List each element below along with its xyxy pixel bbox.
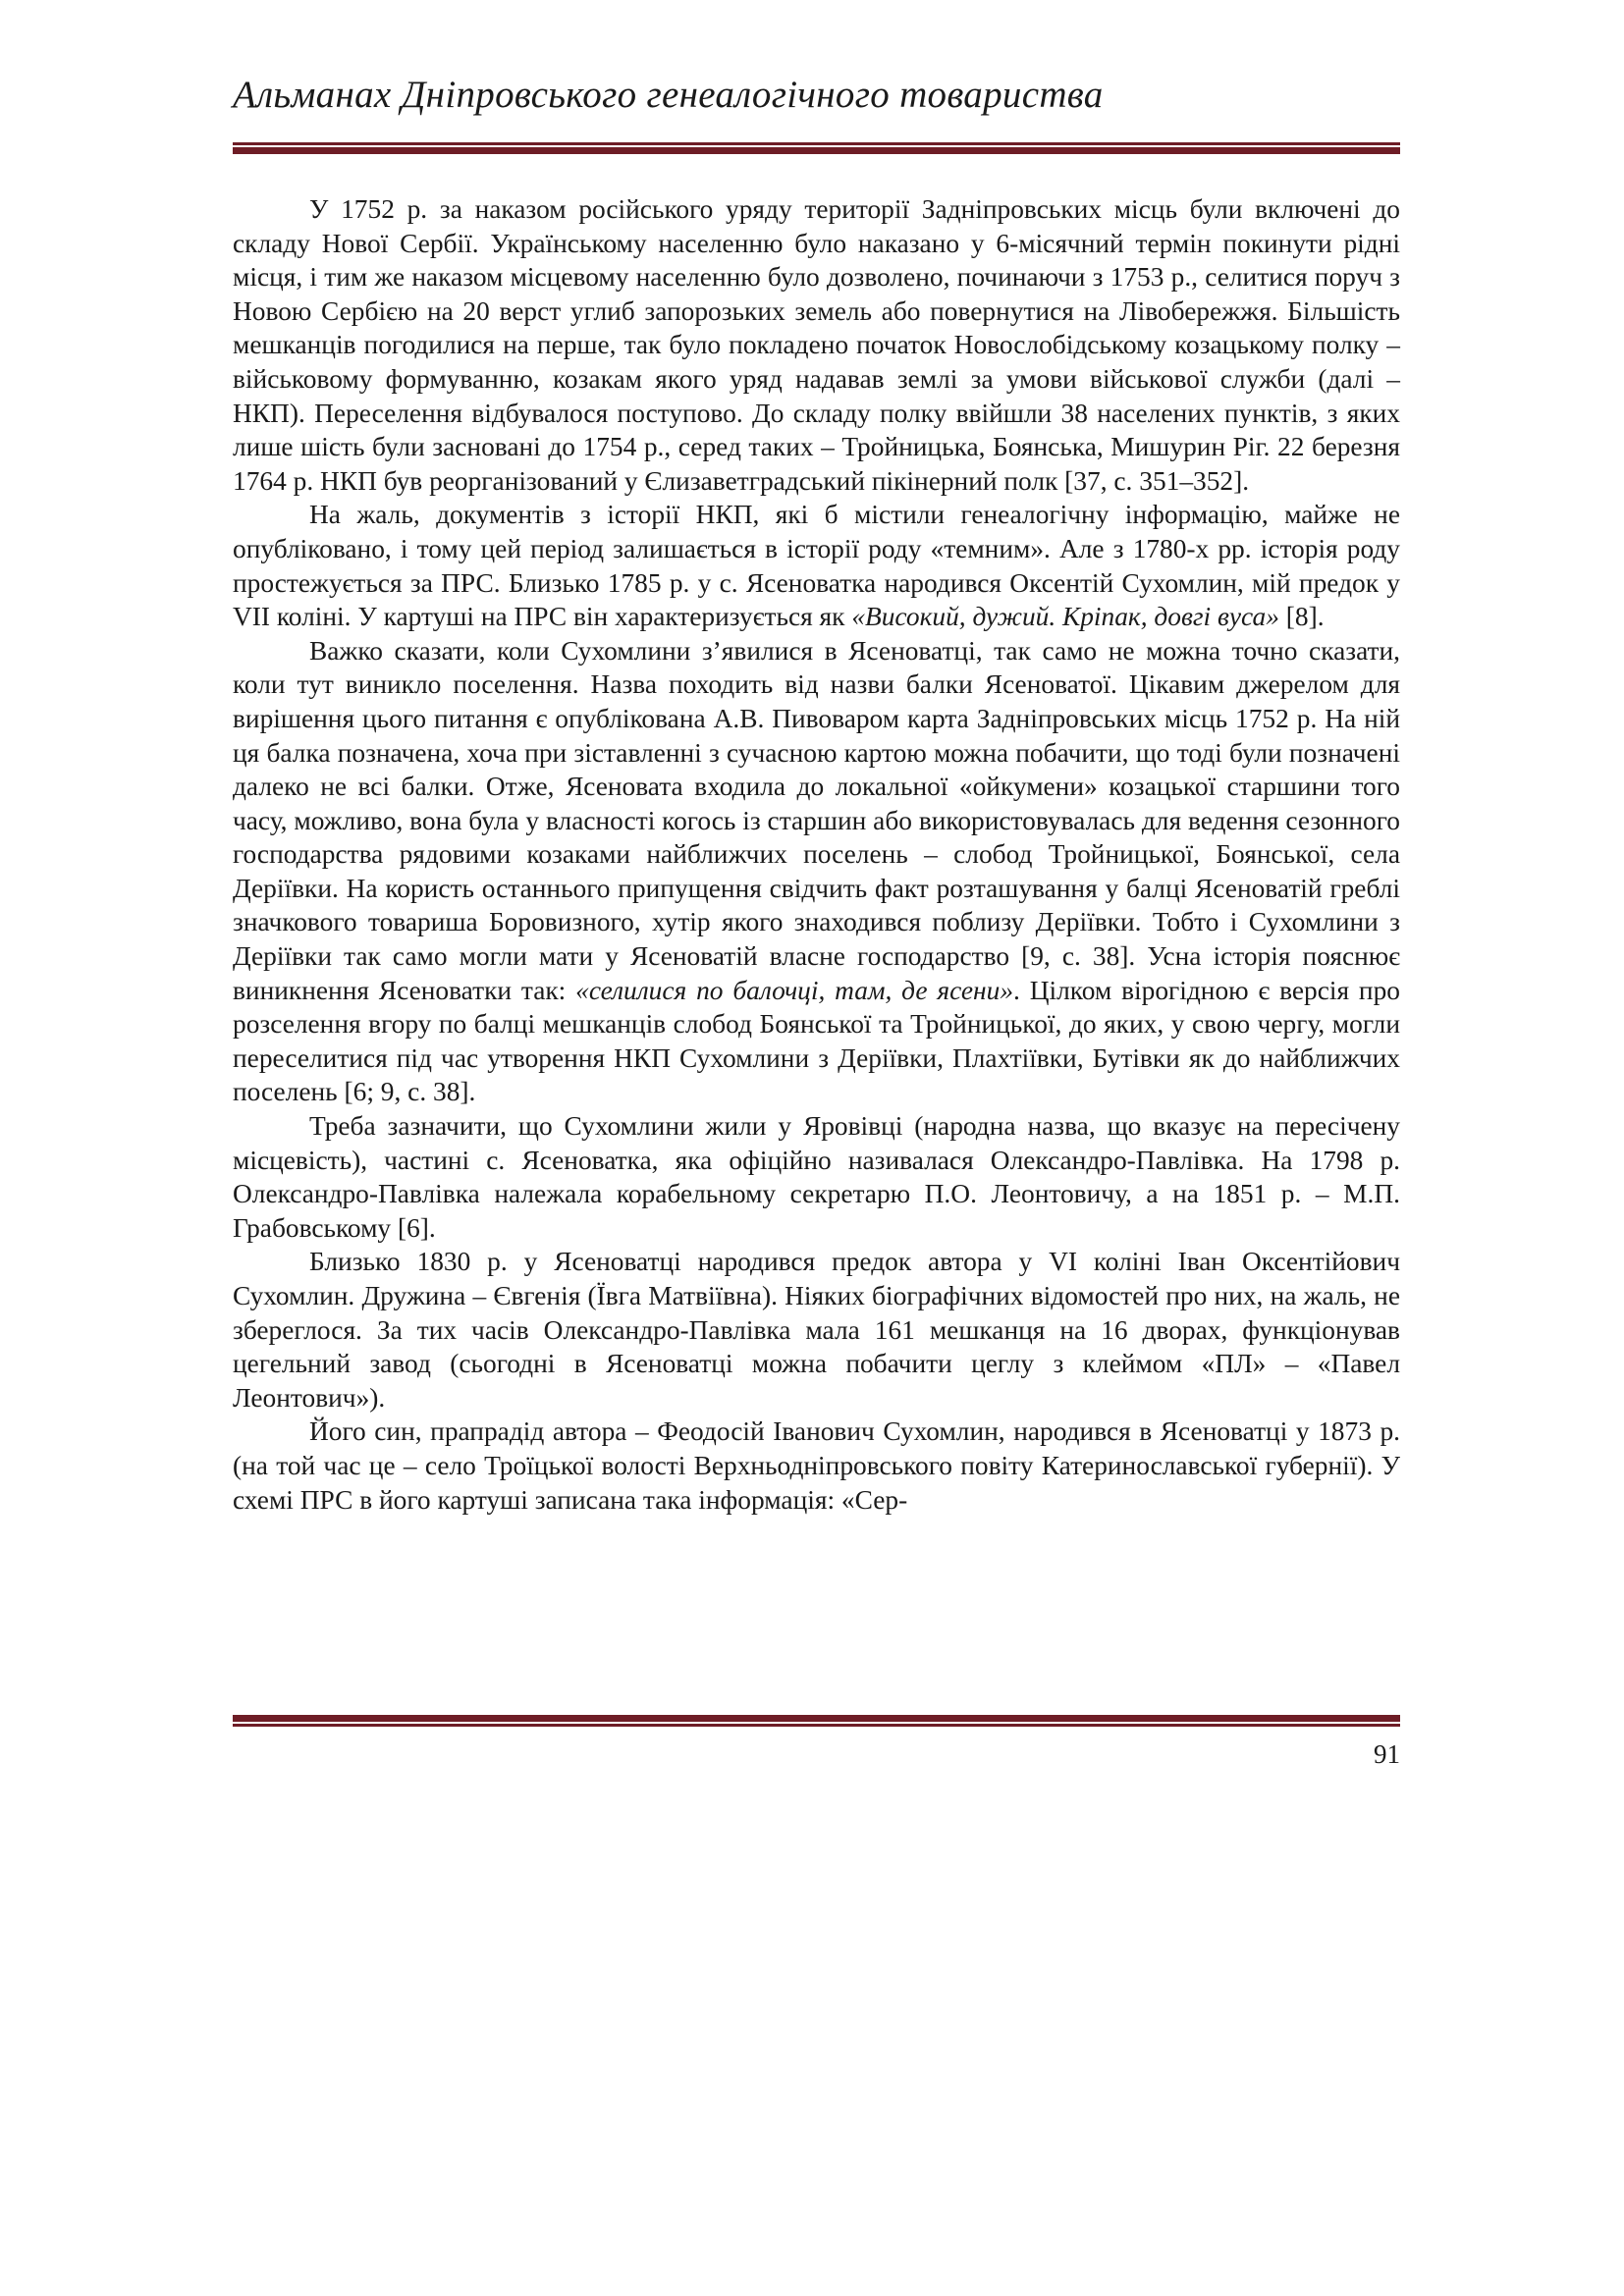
text-run: Треба зазначити, що Сухомлини жили у Яровівці (народна назва, що вказує на пересічену місцевість), частині с. Ясеноватка, яка офіційно називалася Олександро-Павлівка. На 1798 р. Олександро-Павлівка належала корабельному секретарю П.О. Леонтовичу, а на 1851 р. – М.П. Грабовському [6]. xyxy=(233,1111,1400,1243)
paragraph xyxy=(233,634,1400,1109)
paragraph xyxy=(233,192,1400,498)
italic-quote: «Високий, дужий. Кріпак, довгі вуса» xyxy=(851,602,1279,632)
text-run: [8]. xyxy=(1278,602,1325,632)
almanac-header-title: Альманах Дніпровського генеалогічного товариства xyxy=(233,74,1104,116)
text-run: Його син, прапрадід автора – Феодосій Іванович Сухомлин, народився в Ясеноватці у 1873 р. (на той час це – село Троїцької волості Верхньодніпровського повіту Катеринославської губернії). У схемі ПРС в його картуші записана така інформація: «Сер- xyxy=(233,1416,1400,1515)
text-run: На жаль, документів з історії НКП, які б містили генеалогічну інформацію, майже не опубліковано, і тому цей період залишається в історії роду «темним». Але з 1780-х рр. історія роду простежується за ПРС. Близько 1785 р. у с. Ясеноватка народився Оксентій Сухомлин, мій предок у VII коліні. У картуші на ПРС він характеризується як xyxy=(233,500,1400,632)
header-rule xyxy=(233,142,1400,156)
paragraph xyxy=(233,1245,1400,1415)
text-run: . Цілком вірогідною є версія про розселення вгору по балці мешканців слобод Боянської та Тройницької, до яких, у свою чергу, могли переселитися під час утворення НКП Сухомлини з Деріївки, Плахтіївки, Бутівки як до найближчих поселень [6; 9, с. 38]. xyxy=(233,975,1400,1107)
paragraph xyxy=(233,1415,1400,1517)
paragraph xyxy=(233,498,1400,633)
paragraph xyxy=(233,1109,1400,1245)
page-number: 91 xyxy=(1374,1739,1400,1769)
text-run: Важко сказати, коли Сухомлини з’явилися в Ясеноватці, так само не можна точно сказати, коли тут виникло поселення. Назва походить від назви балки Ясеноватої. Цікавим джерелом для вирішення цього питання є опублікована А.В. Пивоваром карта Задніпровських місць 1752 р. На ній ця балка позначена, хоча при зіставленні з сучасною картою можна побачити, що тоді були позначені далеко не всі балки. Отже, Ясеновата входила до локальної «ойкумени» козацької старшини того часу, можливо, вона була у власності когось із старшин або використовувалась для ведення сезонного господарства рядовими козаками найближчих поселень – слобод Тройницької, Боянської, села Деріївки. На користь останнього припущення свідчить факт розташування у балці Ясеноватій греблі значкового товариша Боровизного, хутір якого знаходився поблизу Деріївки. Тобто і Сухомлини з Деріївки так само могли мати у Ясеноватій власне господарство [9, с. 38]. Усна історія пояснює виникнення Ясеноватки так: xyxy=(233,635,1400,1005)
footer-rule xyxy=(233,1715,1400,1727)
article-body xyxy=(233,192,1400,1517)
text-run: У 1752 р. за наказом російського уряду території Задніпровських місць були включені до складу Нової Сербії. Українському населенню було наказано у 6-місячний термін покинути рідні місця, і тим же наказом місцевому населенню було дозволено, починаючи з 1753 р., селитися поруч з Новою Сербією на 20 верст углиб запорозьких земель або повернутися на Лівобережжя. Більшість мешканців погодилися на перше, так було покладено початок Новослобідському козацькому полку – військовому формуванню, козакам якого уряд надавав землі за умови військової служби (далі – НКП). Переселення відбувалося поступово. До складу полку ввійшли 38 населених пунктів, з яких лише шість були засновані до 1754 р., серед таких – Тройницька, Боянська, Мишурин Ріг. 22 березня 1764 р. НКП був реорганізований у Єлизаветградський пікінерний полк [37, с. 351–352]. xyxy=(233,194,1400,496)
text-run: Близько 1830 р. у Ясеноватці народився предок автора у VI коліні Іван Оксентійович Сухомлин. Дружина – Євгенія (Ївга Матвіївна). Ніяких біографічних відомостей про них, на жаль, не збереглося. За тих часів Олександро-Павлівка мала 161 мешканця на 16 дворах, функціонував цегельний завод (сьогодні в Ясеноватці можна побачити цеглу з клеймом «ПЛ» – «Павел Леонтович»). xyxy=(233,1247,1400,1413)
italic-quote: «селилися по балочці, там, де ясени» xyxy=(575,975,1014,1005)
